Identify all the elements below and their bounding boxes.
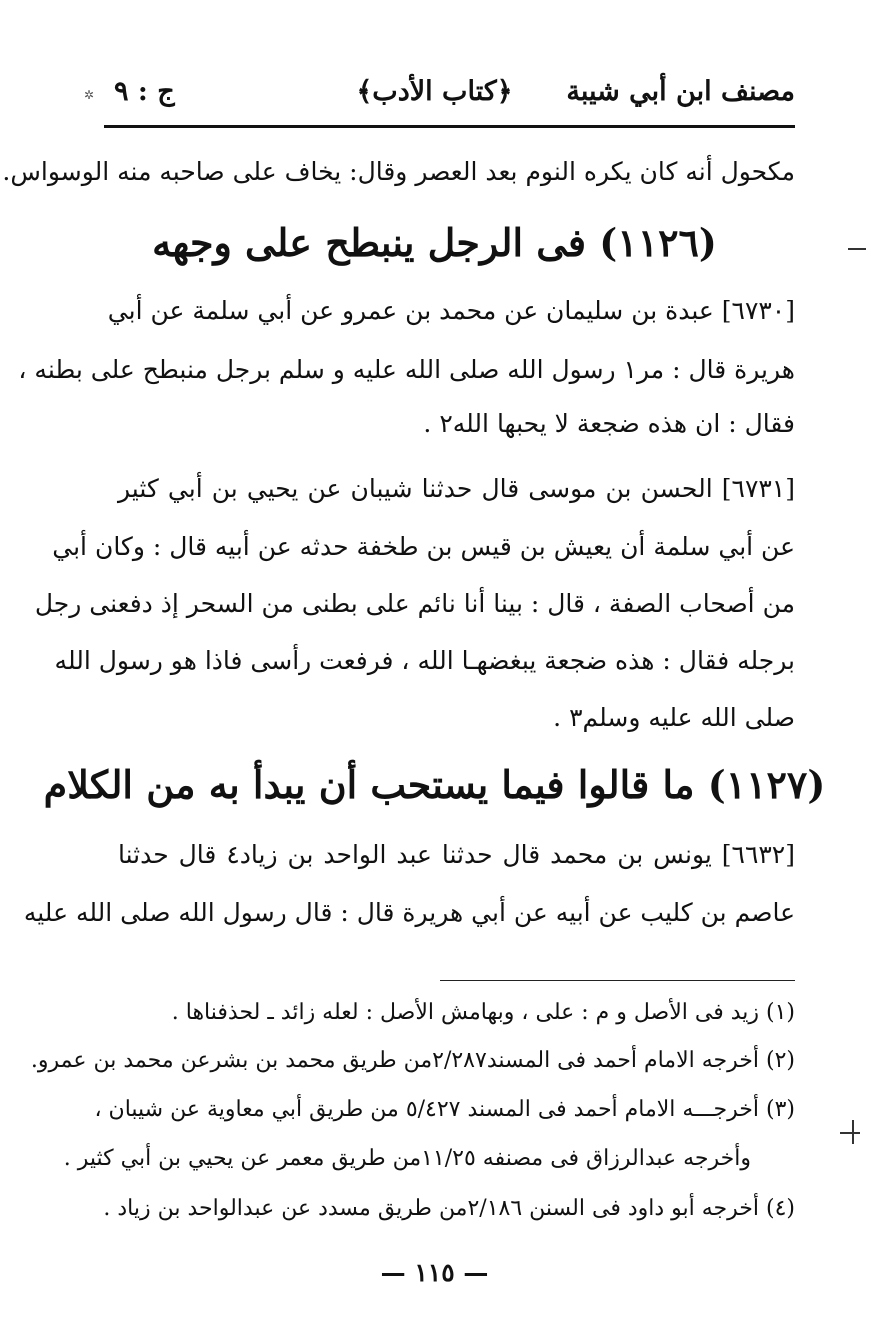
footnote-2: (٢) أخرجه الامام أحمد فى المسند٢/٢٨٧من طريق محمد بن بشرعن محمد بن عمرو. [30, 1048, 795, 1073]
footnote-4: (٤) أخرجه أبو داود فى السنن ٢/١٨٦من طريق مسدد عن عبدالواحد بن زياد . [103, 1196, 795, 1221]
footnote-rule [440, 980, 795, 981]
margin-tick [852, 1120, 854, 1144]
footnote-3: (٣) أخرجـــه الامام أحمد فى المسند ٥/٤٢٧ من طريق أبي معاوية عن شيبان ، [94, 1097, 795, 1122]
header-rule [104, 125, 795, 128]
hadith-6731-line-3: من أصحاب الصفة ، قال : بينا أنا نائم على بطنى من السحر إذ دفعنى رجل [34, 589, 795, 618]
margin-mark-icon: ✲ [84, 88, 95, 102]
hadith-6731-line-1: [٦٧٣١] الحسن بن موسى قال حدثنا شيبان عن يحيي بن أبي كثير [118, 474, 795, 503]
hadith-6731-line-2: عن أبي سلمة أن يعيش بن قيس بن طخفة حدثه عن أبيه قال : وكان أبي [52, 532, 795, 561]
hadith-6731-line-4: برجله فقال : هذه ضجعة يبغضهـا الله ، فرفعت رأسى فاذا هو رسول الله [54, 646, 795, 675]
hadith-6730-line-3: فقال : ان هذه ضجعة لا يحبها الله٢ . [423, 409, 795, 438]
header-book-title: مصنف ابن أبي شيبة [566, 76, 795, 107]
margin-tick [840, 1132, 860, 1134]
footnote-3-continued: وأخرجه عبدالرزاق فى مصنفه ١١/٢٥من طريق معمر عن يحيي بن أبي كثير . [63, 1146, 751, 1171]
chapter-1126-title: (١١٢٦) فى الرجل ينبطح على وجهه [152, 220, 717, 265]
chapter-1127-title: (١١٢٧) ما قالوا فيما يستحب أن يبدأ به من الكلام [43, 762, 826, 807]
footnote-1: (١) زيد فى الأصل و م : على ، وبهامش الأصل : لعله زائد ـ لحذفناها . [171, 1000, 795, 1025]
header-chapter-title: ﴿كتاب الأدب﴾ [356, 76, 513, 107]
hadith-6632-line-2: عاصم بن كليب عن أبيه عن أبي هريرة قال : قال رسول الله صلى الله عليه [23, 898, 795, 927]
page-number: — ١١٥ — [380, 1258, 489, 1287]
hadith-6730-line-1: [٦٧٣٠] عبدة بن سليمان عن محمد بن عمرو عن أبي سلمة عن أبي [107, 296, 795, 325]
hadith-6632-line-1: [٦٦٣٢] يونس بن محمد قال حدثنا عبد الواحد بن زياد٤ قال حدثنا [118, 840, 795, 869]
hadith-6731-line-5: صلى الله عليه وسلم٣ . [553, 703, 795, 732]
hadith-6730-line-2: هريرة قال : مر١ رسول الله صلى الله عليه و سلم برجل منبطح على بطنه ، [18, 355, 795, 384]
intro-line: مكحول أنه كان يكره النوم بعد العصر وقال: يخاف على صاحبه منه الوسواس. [2, 157, 795, 186]
header-volume: ج : ٩ [114, 76, 175, 107]
margin-tick [848, 248, 866, 250]
